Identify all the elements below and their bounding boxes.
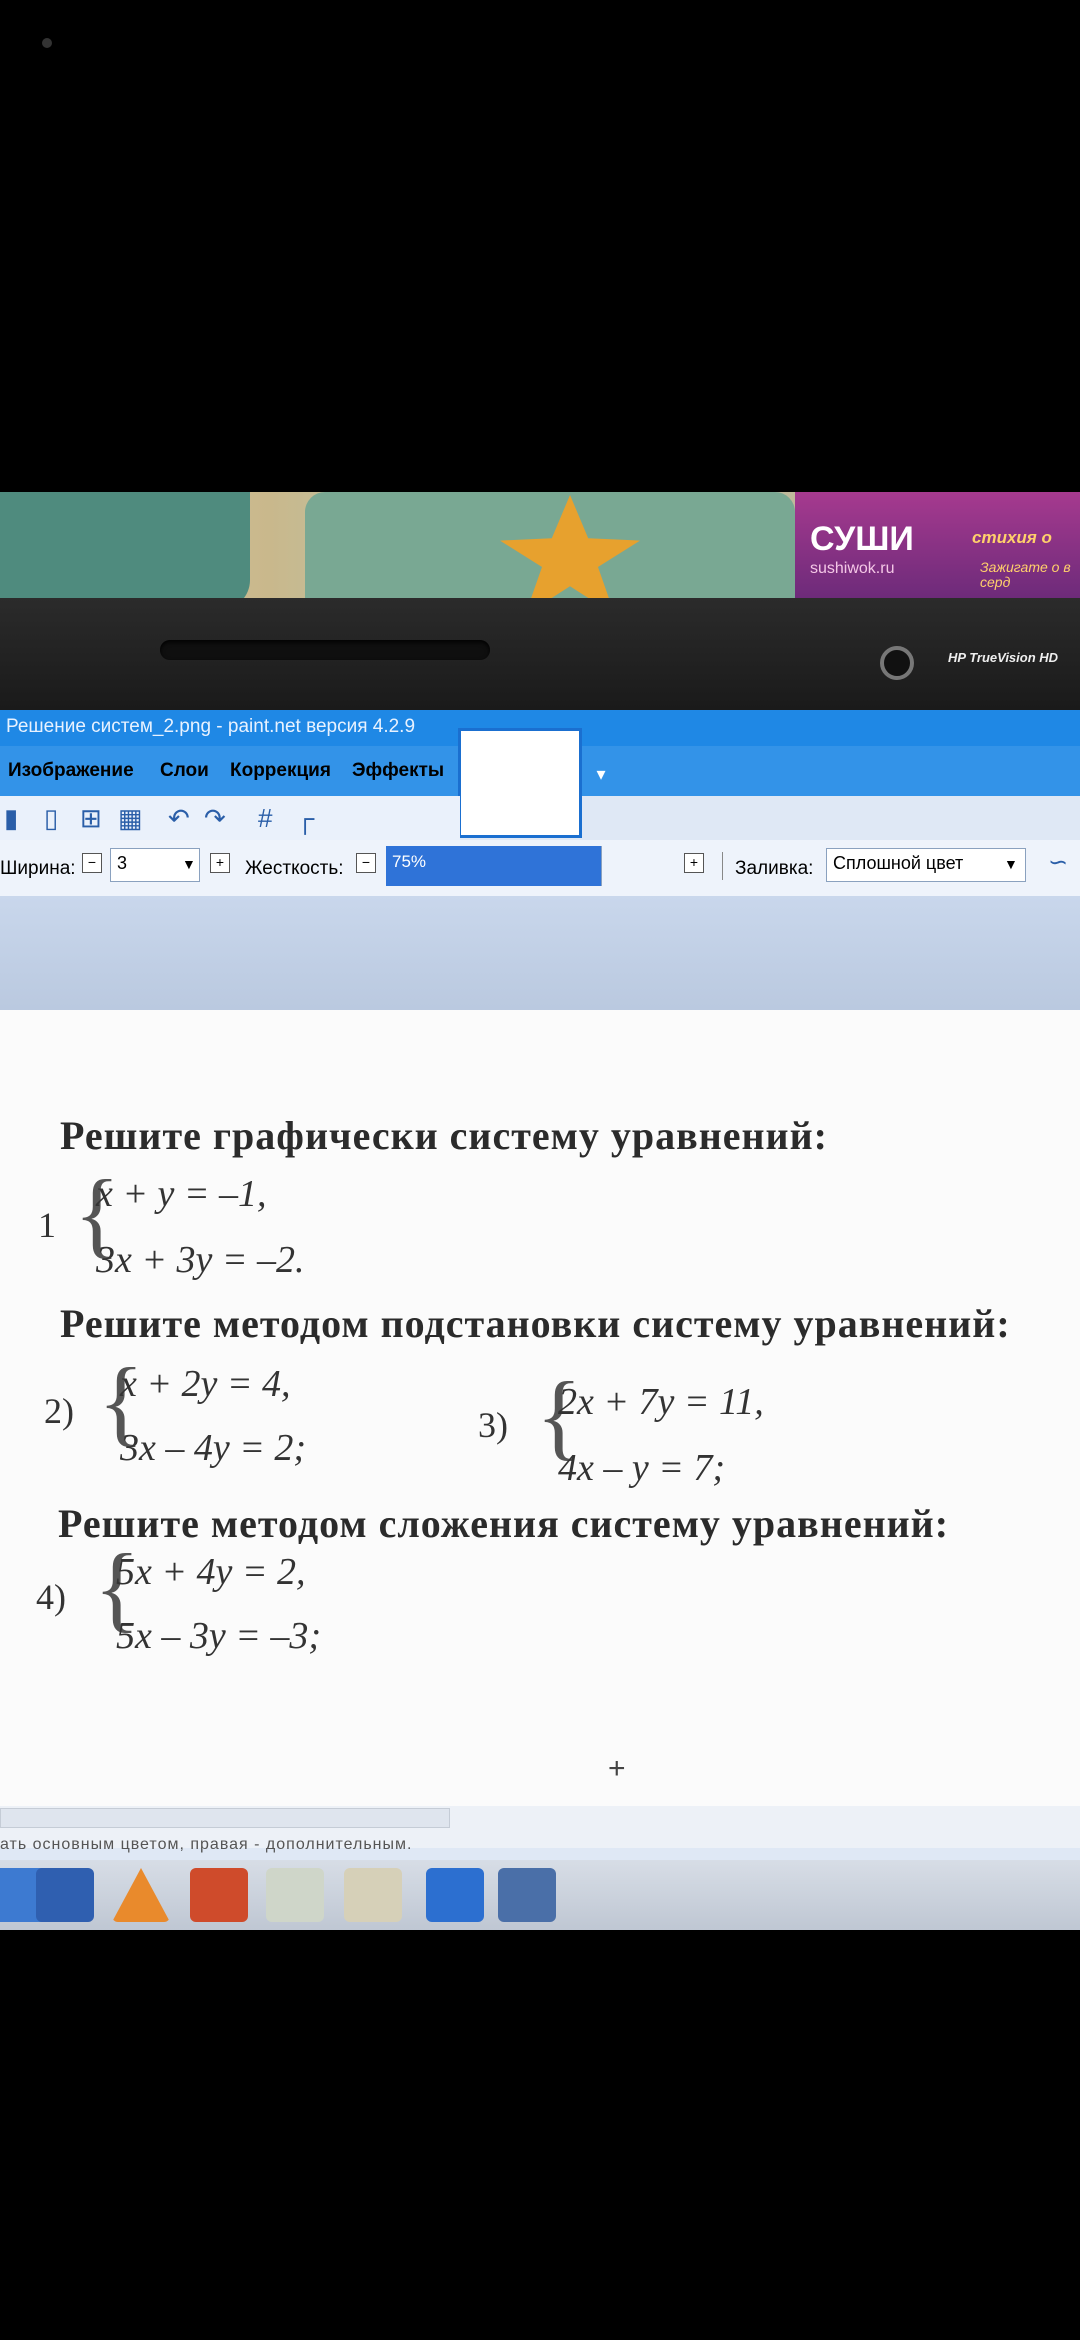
width-increase-button[interactable]: + (210, 853, 230, 873)
task-number: 2) (44, 1391, 74, 1431)
paste-icon[interactable]: ▯ (44, 803, 59, 833)
powerpoint-icon[interactable] (190, 1868, 248, 1922)
task-number: 3) (478, 1405, 508, 1445)
fill-select[interactable]: Сплошной цвет (826, 848, 1026, 882)
menu-image[interactable]: Изображение (8, 760, 134, 781)
sticker-right-text: Зажигате о в серд (980, 559, 1071, 590)
width-label: Ширина: (0, 858, 76, 879)
redo-icon[interactable]: ↷ (204, 803, 226, 833)
status-text: ать основным цветом, правая - дополнительным. (0, 1836, 413, 1853)
hardness-decrease-button[interactable]: − (356, 853, 376, 873)
horizontal-scrollbar[interactable] (0, 1808, 450, 1828)
image-thumbnail[interactable] (458, 728, 582, 838)
save-icon[interactable] (36, 1868, 94, 1922)
equation: 5x + 4y = 2, (116, 1551, 306, 1593)
menu-layers[interactable]: Слои (160, 760, 209, 781)
webcam-icon (880, 646, 914, 680)
sticker-right-title: стихия о (972, 528, 1052, 547)
equation: 2x + 7y = 11, (558, 1381, 764, 1423)
paintnet-icon[interactable] (426, 1868, 484, 1922)
hardness-increase-button[interactable]: + (684, 853, 704, 873)
task-number: 1 (38, 1205, 56, 1245)
bezel-slot (160, 640, 490, 660)
chevron-down-icon[interactable]: ▾ (596, 764, 606, 784)
screen-dot (42, 38, 52, 48)
deselect-icon[interactable]: ▦ (118, 803, 143, 833)
heading-addition: Решите методом сложения систему уравнений: (58, 1501, 950, 1546)
chevron-down-icon[interactable]: ▼ (182, 856, 196, 872)
undo-icon[interactable]: ↶ (168, 803, 190, 833)
hardness-value: 75% (392, 852, 427, 871)
fill-label: Заливка: (735, 858, 814, 879)
ruler-icon[interactable]: ┌ (296, 803, 315, 833)
equation: 3x – 4y = 2; (120, 1427, 307, 1469)
notepad-icon[interactable] (266, 1868, 324, 1922)
brace: { (98, 1348, 145, 1455)
background-card (0, 492, 250, 610)
cursor-crosshair: + (608, 1752, 626, 1785)
task-number: 4) (36, 1577, 66, 1617)
crop-icon[interactable]: ⊞ (80, 803, 102, 833)
brace: { (74, 1160, 121, 1267)
equation: 3x + 3y = –2. (96, 1239, 305, 1281)
chevron-down-icon[interactable]: ▼ (1004, 856, 1018, 872)
equation: 5x – 3y = –3; (116, 1615, 322, 1657)
webcam-label: HP TrueVision HD (948, 650, 1059, 665)
paint-icon[interactable] (344, 1868, 402, 1922)
snipping-tool-icon[interactable] (498, 1868, 556, 1922)
heading-graphical: Решите графически систему уравнений: (60, 1113, 828, 1158)
divider (722, 852, 723, 880)
equation: x + 2y = 4, (120, 1363, 291, 1405)
window-title: Решение систем_2.png - paint.net версия 4.2.9 (6, 716, 416, 737)
grid-icon[interactable]: # (258, 803, 273, 833)
brace: { (536, 1362, 583, 1469)
heading-substitution: Решите методом подстановки систему уравнений: (60, 1301, 1011, 1346)
antialias-icon[interactable]: ∽ (1048, 849, 1069, 876)
hardness-label: Жесткость: (245, 858, 344, 879)
width-select[interactable]: 3 (110, 848, 200, 882)
menu-effects[interactable]: Эффекты (352, 760, 445, 781)
equation: 4x – y = 7; (558, 1447, 726, 1489)
toolbar (0, 796, 460, 840)
equation: x + y = –1, (96, 1173, 267, 1215)
copy-icon[interactable]: ▮ (4, 803, 19, 833)
brace: { (94, 1534, 141, 1641)
sticker-title: СУШИ (810, 520, 914, 558)
width-decrease-button[interactable]: − (82, 853, 102, 873)
sticker-url: sushiwok.ru (810, 560, 895, 577)
menu-adjustments[interactable]: Коррекция (230, 760, 331, 781)
